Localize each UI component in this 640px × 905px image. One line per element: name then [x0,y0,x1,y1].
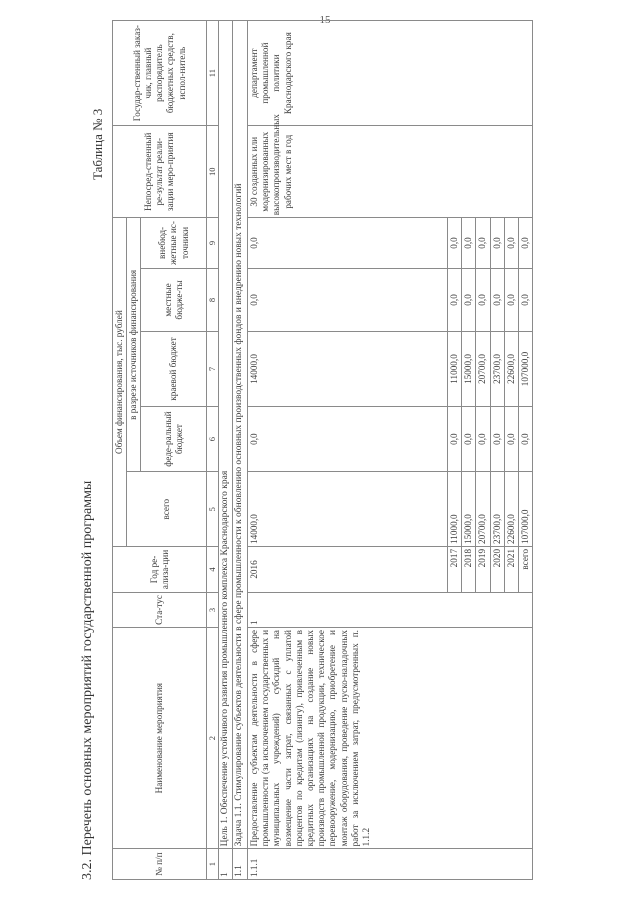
local-cell: 0,0 [504,268,518,332]
col-number: 8 [207,268,218,332]
year-cell: 2018 [462,546,476,592]
header-customer: Государ-ственный заказ-чик, главный распорядитель бюджетных средств, испол-нитель [113,21,207,126]
year-cell: 2017 [447,546,461,592]
total-cell: 23700,0 [490,472,504,547]
goal-row [218,21,233,880]
year-cell: 2016 [247,546,447,592]
col-number: 7 [207,332,218,407]
header-regional: краевой бюджет [141,332,207,407]
rotated-page [80,20,640,880]
year-cell: всего [519,546,533,592]
extra-cell: 0,0 [504,218,518,268]
extra-cell: 0,0 [519,218,533,268]
federal-cell: 0,0 [447,406,461,472]
goal-number: 1 [218,849,233,880]
federal-cell: 0,0 [490,406,504,472]
local-cell: 0,0 [476,268,490,332]
local-cell: 0,0 [447,268,461,332]
regional-cell: 15000,0 [462,332,476,407]
col-number: 10 [207,126,218,218]
local-cell: 0,0 [519,268,533,332]
local-cell: 0,0 [247,268,447,332]
federal-cell: 0,0 [519,406,533,472]
year-cell: 2019 [476,546,490,592]
column-numbers-row [207,21,218,880]
item-row-2016 [247,21,447,880]
local-cell: 0,0 [462,268,476,332]
header-extra: внебюд-жетные ис-точники [141,218,207,268]
activities-table [112,20,533,880]
total-cell: 11000,0 [447,472,461,547]
year-cell: 2020 [490,546,504,592]
regional-cell: 23700,0 [490,332,504,407]
header-funding-group: Объем финансирования, тыс. рублей [113,218,127,547]
regional-cell: 20700,0 [476,332,490,407]
col-number: 4 [207,546,218,592]
item-number: 1.1.1 [247,849,532,880]
header-total: всего [127,472,207,547]
col-number: 1 [207,849,218,880]
task-text: Задача 1.1. Стимулирование субъектов деятельности в сфере промышленности к обновлению основных производственных фондов и внедрению новых технологий [233,21,248,849]
regional-cell: 14000,0 [247,332,447,407]
section-heading: 3.2. Перечень основных мероприятий государственной программы [80,480,95,880]
regional-cell: 11000,0 [447,332,461,407]
federal-cell: 0,0 [504,406,518,472]
table-label: Таблица № 3 [90,108,105,180]
federal-cell: 0,0 [476,406,490,472]
col-number: 5 [207,472,218,547]
total-cell: 14000,0 [247,472,447,547]
total-cell: 15000,0 [462,472,476,547]
col-number: 11 [207,21,218,126]
header-sources-group: в разрезе источников финансирования [127,218,141,472]
page-number: 15 [319,14,331,26]
header-local: местные бюдже-ты [141,268,207,332]
header-row-1 [113,21,127,880]
col-number: 6 [207,406,218,472]
regional-cell: 107000,0 [519,332,533,407]
task-number: 1.1 [233,849,248,880]
col-number: 2 [207,628,218,849]
extra-cell: 0,0 [490,218,504,268]
header-year: Год ре-ализа-ции [113,546,207,592]
item-customer: департамент промышленной политики Краснодарского края [247,21,532,126]
federal-cell: 0,0 [462,406,476,472]
regional-cell: 22600,0 [504,332,518,407]
header-result: Непосред-ственный ре-зультат реали-зации меро-приятия [113,126,207,218]
goal-text: Цель 1. Обеспечение устойчивого развития промышленного комплекса Краснодарского края [218,21,233,849]
extra-cell: 0,0 [247,218,447,268]
header-name: Наименование мероприятия [113,628,207,849]
extra-cell: 0,0 [476,218,490,268]
extra-cell: 0,0 [462,218,476,268]
header-federal: феде-ральный бюджет [141,406,207,472]
total-cell: 107000,0 [519,472,533,547]
total-cell: 22600,0 [504,472,518,547]
item-status: 1 [247,592,532,627]
total-cell: 20700,0 [476,472,490,547]
header-status: Ста-тус [113,592,207,627]
local-cell: 0,0 [490,268,504,332]
federal-cell: 0,0 [247,406,447,472]
task-row [233,21,248,880]
item-result: 30 созданных или модернизированных высокопроизводительных рабочих мест в год [247,126,532,218]
extra-cell: 0,0 [447,218,461,268]
col-number: 3 [207,592,218,627]
col-number: 9 [207,218,218,268]
item-name: Предоставление субъектам деятельности в сфере промышленности (за исключением государственных и муниципальных учреждений) субсидий на возмещение части затрат, связанных с уплатой процентов по кредитам (лизингу), привлеченным в кредитных организациях на создание новых производств промышленной продукции, техническое перевооружение, модернизацию, приобретение и монтаж оборудования, проведение пуско-наладочных работ за исключением затрат, предусмотренных п. 1.1.2 [247,628,532,849]
header-no: № п/п [113,849,207,880]
year-cell: 2021 [504,546,518,592]
